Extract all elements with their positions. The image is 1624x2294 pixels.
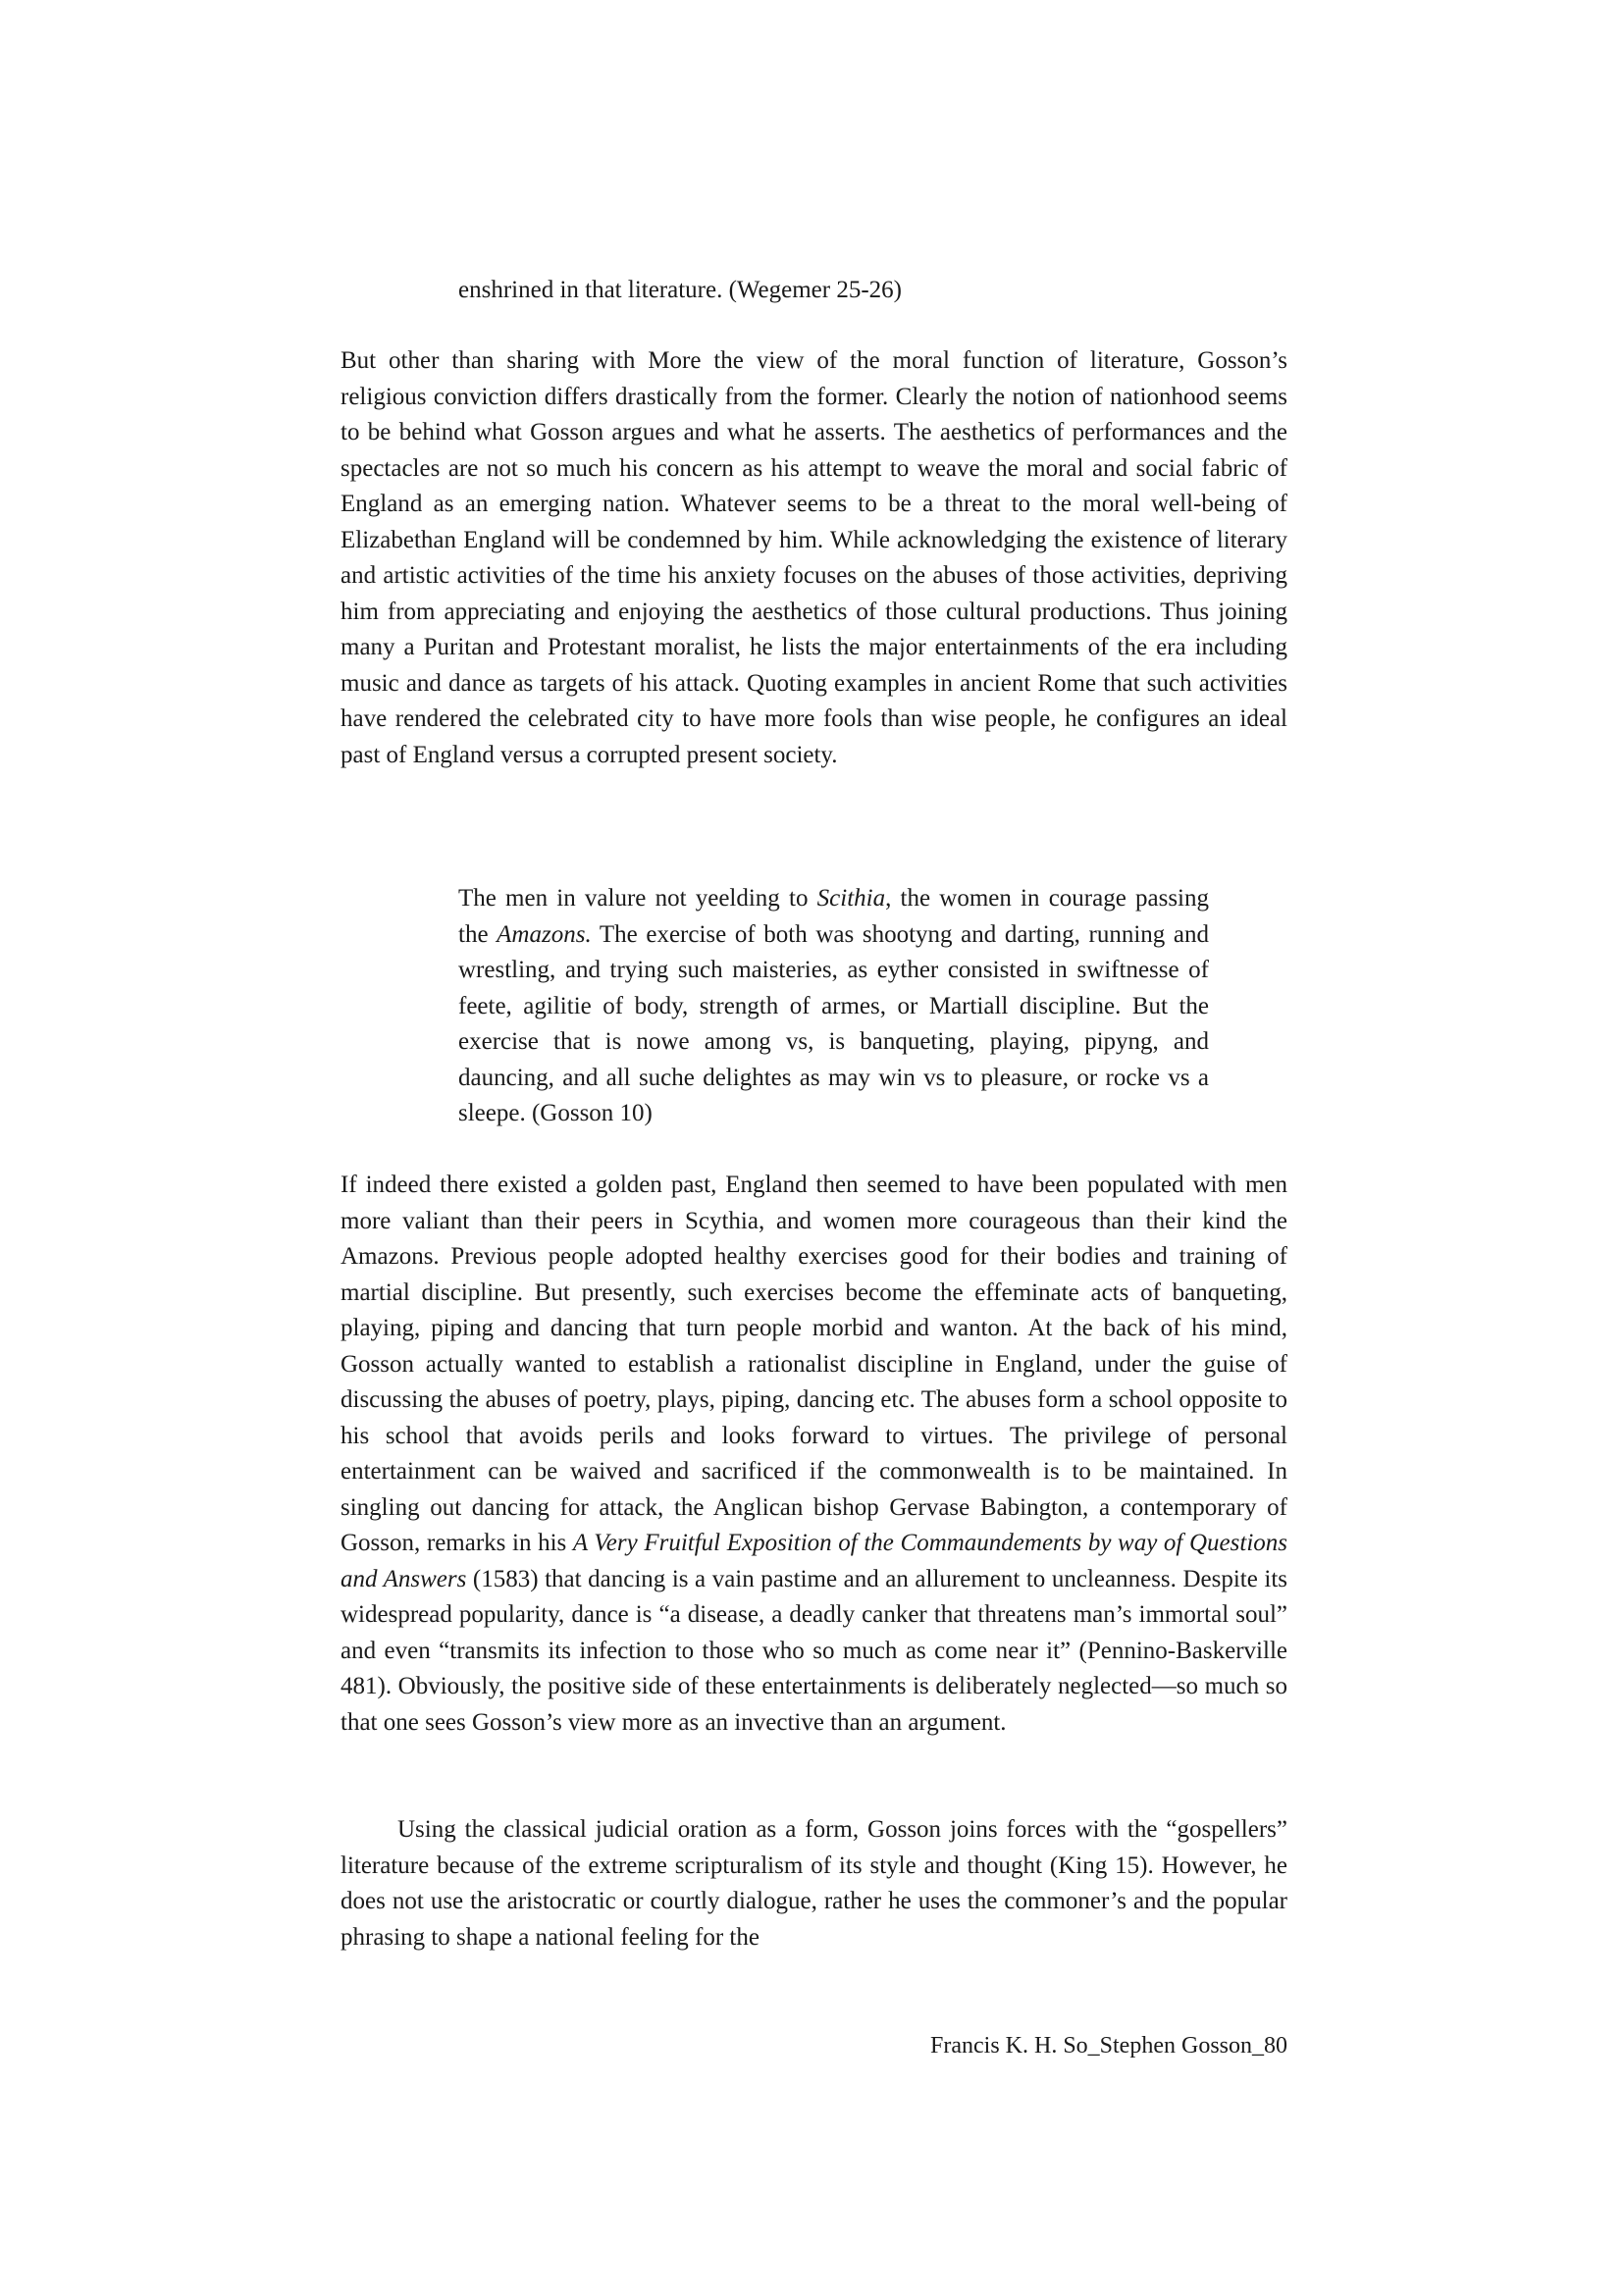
paragraph-3: Using the classical judicial oration as a form, Gosson joins forces with the “gospellers” literature because of the extreme scripturalism of its style and thought (King 15). However, he does not use the aristocratic or courtly dialogue, rather he uses the commoner’s and the popular phrasing to shape a national feeling for the [341,1816,1287,1951]
paragraph-2 [341,1168,1287,1741]
quote-continuation: enshrined in that literature. (Wegemer 25-26) [458,277,902,303]
block-quote [458,881,1209,1132]
block-quote-text-3: The exercise of both was shootyng and darting, running and wrestling, and trying such maisteries, as eyther consisted in swiftnesse of feete, agilitie of body, strength of armes, or Martiall discipline. But the exercise that is nowe among vs, is banqueting, playing, pipyng, and dauncing, and all suche delightes as may win vs to pleasure, or rocke vs a sleepe. (Gosson 10) [458,920,1209,1126]
block-quote-italic-scithia: Scithia [816,885,886,912]
page-footer: Francis K. H. So_Stephen Gosson_80 [930,2033,1287,2059]
paragraph-2-text-1: If indeed there existed a golden past, England then seemed to have been populated with men more valiant than their peers in Scythia, and women more courageous than their kind the Amazons. Previous people adopted healthy exercises good for their bodies and training of martial discipline. But presently, such exercises become the effeminate acts of banqueting, playing, piping and dancing that turn people morbid and wanton. At the back of his mind, Gosson actually wanted to establish a rationalist discipline in England, under the guise of discussing the abuses of poetry, plays, piping, dancing etc. The abuses form a school opposite to his school that avoids perils and looks forward to virtues. The privilege of personal entertainment can be waived and sacrificed if the commonwealth is to be maintained. In singling out dancing for attack, the Anglican bishop Gervase Babington, a contemporary of Gosson, remarks in his [341,1172,1287,1556]
paragraph-1: But other than sharing with More the view of the moral function of literature, Gosson’s religious conviction differs drastically from the former. Clearly the notion of nationhood seems to be behind what Gosson argues and what he asserts. The aesthetics of performances and the spectacles are not so much his concern as his attempt to weave the moral and social fabric of England as an emerging nation. Whatever seems to be a threat to the moral well-being of Elizabethan England will be condemned by him. While acknowledging the existence of literary and artistic activities of the time his anxiety focuses on the abuses of those activities, depriving him from appreciating and enjoying the aesthetics of those cultural productions. Thus joining many a Puritan and Protestant moralist, he lists the major entertainments of the era including music and dance as targets of his attack. Quoting examples in ancient Rome that such activities have rendered the celebrated city to have more fools than wise people, he configures an ideal past of England versus a corrupted present society. [341,347,1287,768]
paragraph-2-italic-title: A Very Fruitful Exposition of the Commaundements by way of Questions and Answers [341,1530,1287,1592]
block-quote-text-1: The men in valure not yeelding to [458,885,817,912]
block-quote-italic-amazons: Amazons. [497,920,592,948]
block-quote-text-2: , the women in courage passing the [458,885,1210,948]
paragraph-2-text-2: (1583) that dancing is a vain pastime and an allurement to uncleanness. Despite its widespread popularity, dance is “a disease, a deadly canker that threatens man’s immortal soul” and even “transmits its infection to those who so much as come near it” (Pennino-Baskerville 481). Obviously, the positive side of these entertainments is deliberately neglected—so much so that one sees Gosson’s view more as an invective than an argument. [341,1565,1287,1736]
